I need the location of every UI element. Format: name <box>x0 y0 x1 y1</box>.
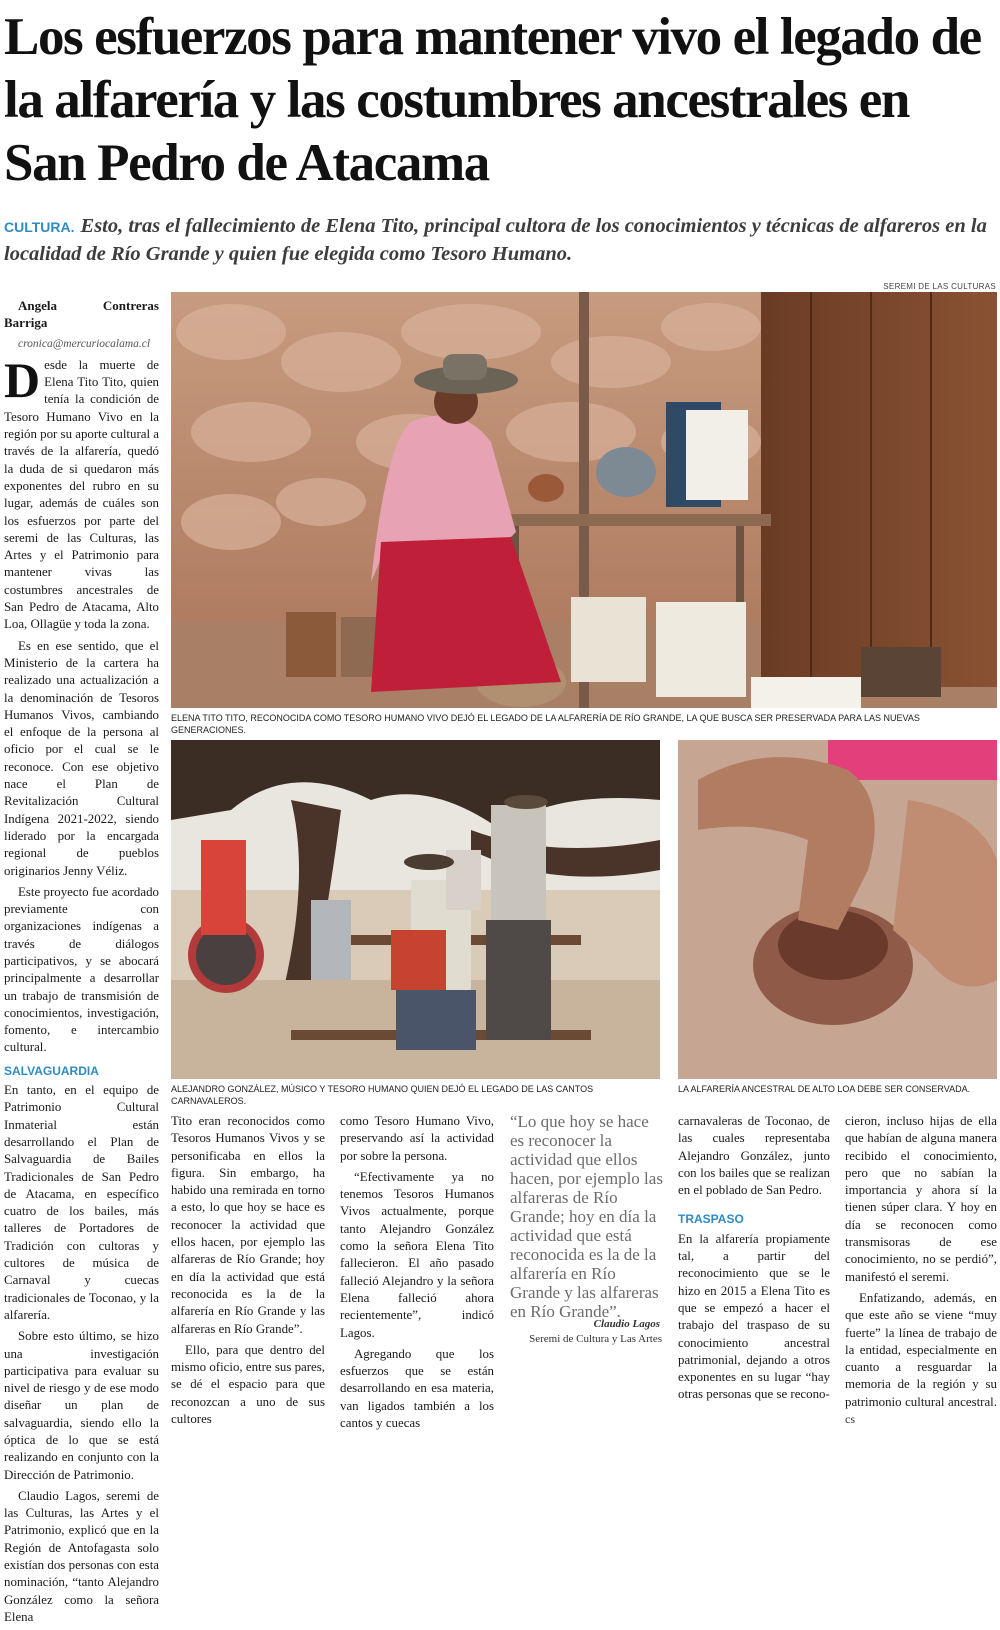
paragraph: Es en ese sentido, que el Ministerio de la cartera ha realizado una actualización a la denominación de Tesoros Humanos Vivos, cambiando el enfoque de la persona al oficio por el cual se le reconoce. Con ese objetivo nace el Plan de Revitalización Cultural Indígena 2021-2022, siendo liderado por la encargada regional de pueblos originarios Jenny Véliz. <box>4 638 159 878</box>
author-email[interactable]: cronica@mercuriocalama.cl <box>18 337 151 350</box>
pull-quote-role: Seremi de Cultura y Las Artes <box>529 1333 662 1345</box>
paragraph: Sobre esto último, se hizo una investigación participativa para evaluar su nivel de riesgo y de ese modo diseñar un plan de salvaguardia, siendo ello la óptica de lo que se está realizando en conjunto con la Dirección de Patrimonio. <box>4 1329 159 1482</box>
paragraph: Este proyecto fue acordado previamente con organizaciones indígenas a través de diálogos participativos, y se abocará principalmente a desarrollar un trabajo de transmisión de conocimientos, investigación, fomento, e intercambio cultural. <box>4 884 159 1055</box>
subheading-salvaguardia: SALVAGUARDIA <box>4 1063 99 1078</box>
pull-quote-name: Claudio Lagos <box>593 1318 660 1330</box>
photo-elena-tito-image <box>171 292 997 708</box>
column-1 <box>4 297 159 1630</box>
paragraph: Agregando que los esfuerzos que se están desarrollando en esa materia, van ligados también a los cantos y cuecas <box>340 1346 494 1431</box>
photo-elena-tito <box>171 292 997 708</box>
caption-photo-2: ALEJANDRO GONZÁLEZ, MÚSICO Y TESORO HUMANO QUIEN DEJÓ EL LEGADO DE LAS CANTOS CARNAVALEROS. <box>171 1084 594 1106</box>
end-mark: cs <box>845 1412 855 1427</box>
pull-quote: “Lo que hoy se hace es reconocer la actividad que ellos hacen, por ejemplo las alfareras de Río Grande; hoy en día la actividad que está reconocida es la de la alfarería en Río Grande y las alfareras en Río Grande”. <box>510 1112 663 1321</box>
dek <box>4 213 996 268</box>
photo-alfareria-image <box>678 740 997 1079</box>
paragraph: En la alfarería propiamente tal, a partir del reconocimiento que se le hizo en 2015 a Elena Tito es que se empezó a hacer el trabajo del traspaso de su conocimiento ancestral patrimonial, dejando a otros exponentes en su lugar “hay otras personas que se recono- <box>678 1231 830 1402</box>
photo-alejandro-gonzalez-image <box>171 740 660 1079</box>
photo-alejandro-gonzalez <box>171 740 660 1079</box>
dek-text: Esto, tras el fallecimiento de Elena Tito, principal cultora de los conocimientos y técnicas de alfareros en la localidad de Río Grande y quien fue elegida como Tesoro Humano. <box>4 215 987 265</box>
kicker: CULTURA. <box>4 219 75 235</box>
paragraph: Ello, para que dentro del mismo oficio, entre sus pares, se dé el espacio para que reconozcan a uno de sus cultores <box>171 1342 325 1427</box>
column-3 <box>340 1113 494 1436</box>
photo-alfareria-alto-loa <box>678 740 997 1079</box>
column-6 <box>845 1113 997 1432</box>
dropcap: D <box>4 351 41 408</box>
photo-credit: SEREMI DE LAS CULTURAS <box>883 282 996 291</box>
paragraph: En tanto, en el equipo de Patrimonio Cultural Inmaterial están desarrollando el Plan de Salvaguardia de Bailes Tradicionales de San Pedro de Atacama, en específico cuatro de los bailes, más talleres de Portadores de Tradición con cultoras y cultores de música de Carnaval y cuecas tradicionales de Toconao, y la alfarería. <box>4 1083 159 1322</box>
column-5 <box>678 1113 830 1408</box>
caption-photo-1: ELENA TITO TITO, RECONOCIDA COMO TESORO HUMANO VIVO DEJÓ EL LEGADO DE LA ALFARERÍA DE RÍO GRANDE, LA QUE BUSCA SER PRESERVADA PARA LAS NUEVAS GENERACIONES. <box>171 713 920 735</box>
paragraph: Enfatizando, además, en que este año se viene “muy fuerte” la línea de trabajo de la entidad, especialmente en cuanto a resguardar la memoria de la región y su patrimonio cultural ancestral. cs <box>845 1290 997 1427</box>
author: Angela Contreras Barriga <box>4 298 159 331</box>
paragraph: Claudio Lagos, seremi de las Culturas, las Artes y el Patrimonio, explicó que en la Región de Antofagasta solo existían dos personas con esta nominación, “tanto Alejandro González como la señora Elena <box>4 1488 159 1624</box>
paragraph: Tito eran reconocidos como Tesoros Humanos Vivos y se personificaba en ellos la figura. Sin embargo, ha habido una remirada en torno a esto, lo que hoy se hace es reconocer la actividad que ellos hacen, por ejemplo las alfareras de Río Grande; hoy en día la actividad que está reconocida es la de la alfarería en Río Grande y las alfareras en Río Grande”. <box>171 1114 325 1336</box>
paragraph: carnavaleras de Toconao, de las cuales representaba Alejandro González, junto con los bailes que se realizan en el poblado de San Pedro. <box>678 1114 830 1198</box>
paragraph: Desde la muerte de Elena Tito Tito, quien tenía la condición de Tesoro Humano Vivo en la región por su aporte cultural a través de la alfarería, quedó la duda de si quedaron más exponentes del rubro en su lugar, además de cuáles son los esfuerzos por parte del seremi de las Culturas, las Artes y el Patrimonio para mantener vivas las costumbres ancestrales de San Pedro de Atacama, Alto Loa, Ollagüe y toda la zona. <box>4 351 159 632</box>
paragraph: “Efectivamente ya no tenemos Tesoros Humanos Vivos actualmente, porque tanto Alejandro González como la señora Elena Tito fallecieron. El año pasado falleció Alejandro y la señora Elena falleció ahora recientemente”, indicó Lagos. <box>340 1169 494 1340</box>
paragraph: cieron, incluso hijas de ella que habían de alguna manera recibido el conocimiento, pero que no sabían la importancia y ahora sí la tienen súper clara. Y hoy en día se reconocen como transmisoras de ese conocimiento, no se perdió”, manifestó el seremi. <box>845 1114 997 1284</box>
headline: Los esfuerzos para mantener vivo el legado de la alfarería y las costumbres ancestrales en San Pedro de Atacama <box>4 8 981 192</box>
paragraph: como Tesoro Humano Vivo, preservando así la actividad por sobre la persona. <box>340 1114 494 1163</box>
caption-photo-3: LA ALFARERÍA ANCESTRAL DE ALTO LOA DEBE SER CONSERVADA. <box>678 1084 971 1094</box>
column-2 <box>171 1113 325 1432</box>
subheading-traspaso: TRASPASO <box>678 1212 744 1227</box>
